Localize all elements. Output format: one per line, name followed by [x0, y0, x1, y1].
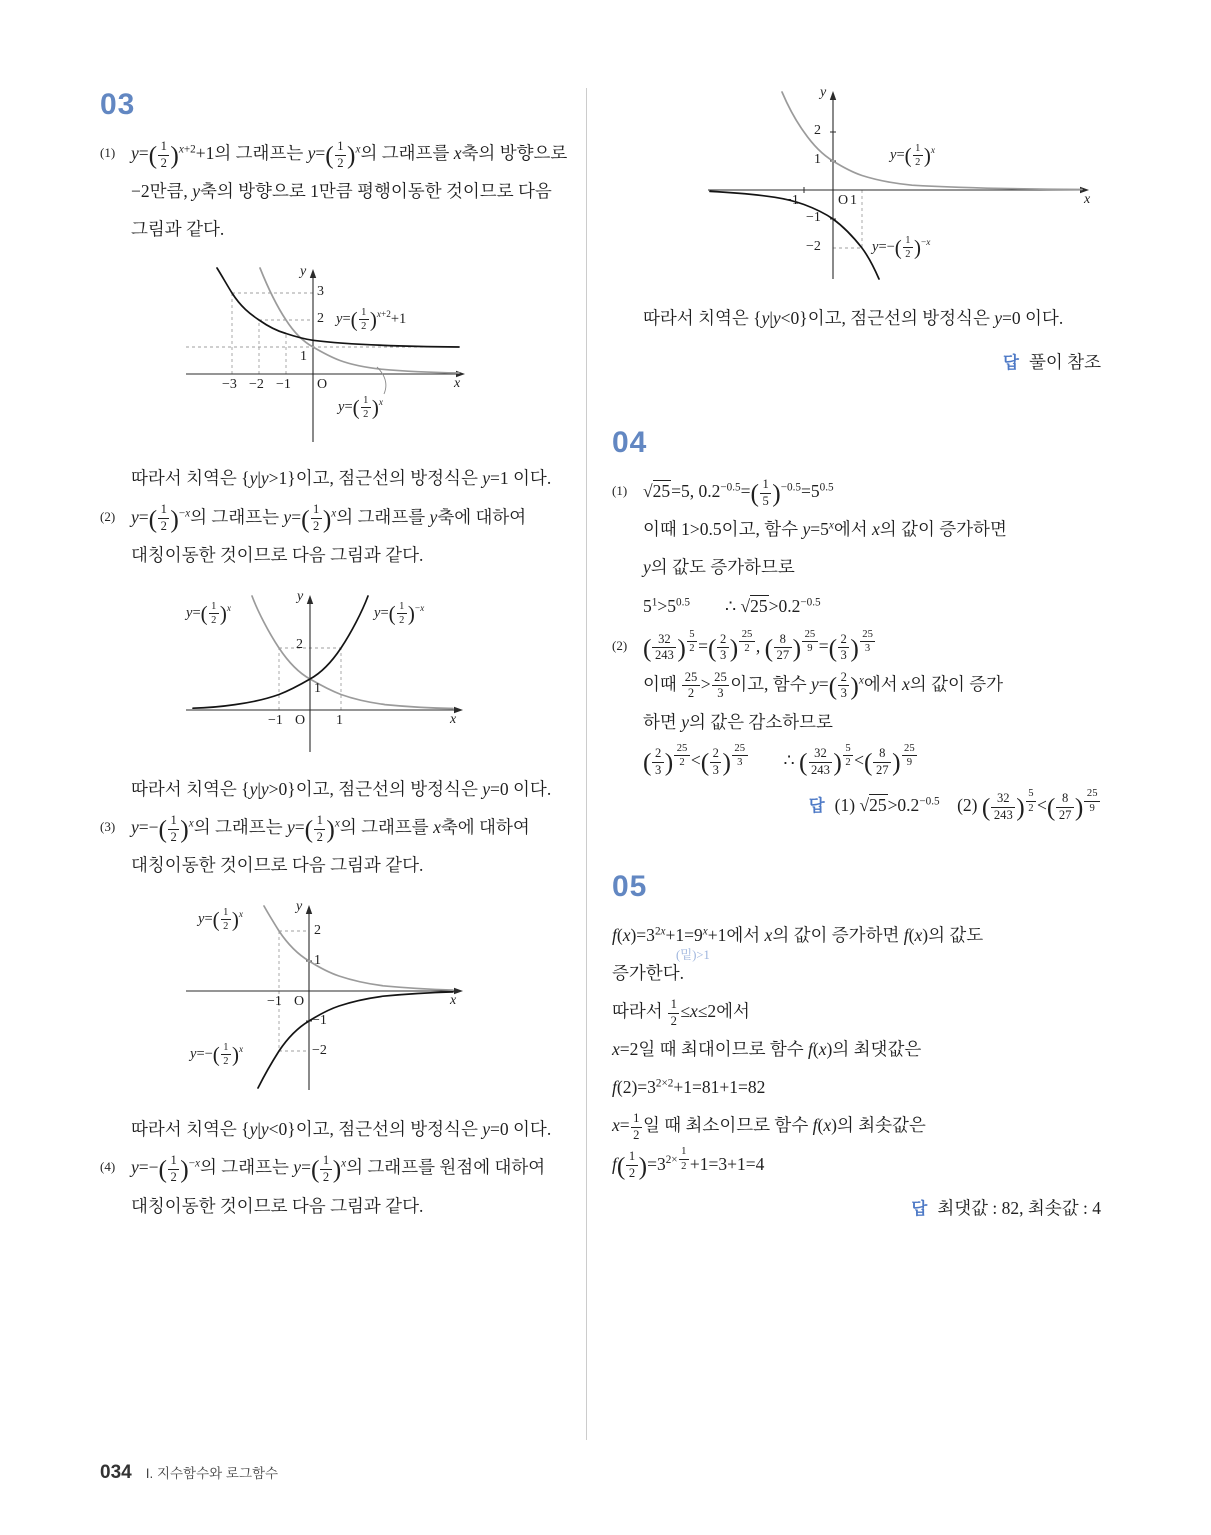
graph-03-1	[178, 262, 468, 447]
right-column	[612, 84, 1105, 1226]
04-1-line-2: 이때 1>0.5이고, 함수 $y=5^x$에서 x의 값이 증가하면	[643, 519, 1007, 540]
05-line-3: 따라서 $\frac{1}{2}$ ≤x≤2에서	[612, 996, 750, 1028]
graph-03-2	[178, 588, 468, 758]
graph-03-3	[178, 898, 468, 1098]
05-line-1: $f(x)=3^{2x}+1=9^x+1$에서 x의 값이 증가하면 f(x)의 값도	[612, 924, 984, 945]
05-annotation-base-gt-1: (밑)>1	[676, 947, 710, 962]
solution-04-item-1	[612, 472, 1105, 625]
g1-y-axis-label: y	[300, 264, 307, 280]
solution-03-item-3	[100, 808, 568, 884]
g2-label-left: y=( $\frac{1}{2}$ )$^x$	[186, 600, 231, 626]
g2-y-axis-label: y	[297, 588, 304, 604]
g1-xtick-m1: −1	[276, 377, 291, 393]
g1-xtick-m3: −3	[222, 377, 237, 393]
g3-ytick-m1: −1	[312, 1013, 327, 1029]
g4-origin: O	[838, 193, 849, 208]
item-4-text: y=−( $\frac{1}{2}$ )$^{-x}$의 그래프는 y=( $\frac{1}{2}$ )$^x$의 그래프를 원점에 대하여 대칭이동한 것이므로 다음 그림과 같다.	[131, 1153, 546, 1216]
g1-xtick-m2: −2	[249, 377, 264, 393]
g3-label-top: y=( $\frac{1}{2}$ )$^x$	[198, 907, 243, 933]
conclusion-03-3: 따라서 치역은 {y|y<0}이고, 점근선의 방정식은 y=0 이다.	[131, 1119, 552, 1140]
05-line-2: 증가한다.	[612, 962, 684, 983]
solution-05	[612, 916, 1105, 1226]
curve-half-x	[782, 92, 1082, 190]
conclusion-03-2: 따라서 치역은 {y|y>0}이고, 점근선의 방정식은 y=0 이다.	[131, 778, 552, 799]
g4-xtick-m1: −1	[784, 193, 799, 208]
g2-x-axis-label: x	[450, 711, 457, 727]
item-number-3: (3)	[100, 818, 116, 834]
solution-03-item-2	[100, 498, 568, 574]
item-number-04-1: (1)	[612, 483, 628, 499]
answer-05-value: 최댓값 : 82, 최솟값 : 4	[937, 1197, 1101, 1218]
problem-05-heading: 05	[612, 869, 648, 903]
g2-label-right: y=( $\frac{1}{2}$ )$^{-x}$	[374, 600, 425, 626]
g2-origin: O	[295, 712, 306, 728]
item-number-2: (2)	[100, 508, 116, 524]
g1-ytick-3: 3	[317, 284, 324, 300]
item-number-1: (1)	[100, 145, 116, 160]
04-2-line-4: ( $\frac{2}{3}$ ) $^{\frac{25}{2}}$ <( $\frac{2}{3}$ ) $^{\frac{25}{3}}$ ∴ ( $\frac{32}{243}$ ) $^{\frac{5}{2}}$ <( $\frac{8}{27}$ ) $^{\frac{25}{9}}$	[643, 741, 1105, 779]
04-2-line-1: ( $\frac{32}{243}$ ) $^{\frac{5}{2}}$ =( $\frac{2}{3}$ ) $^{\frac{25}{2}}$ , ( $\frac{8}{27}$ ) $^{\frac{25}{9}}$ =( $\frac{2}{3}$ ) $^{\frac{25}{3}}$	[643, 627, 1105, 665]
column-divider	[586, 88, 587, 1440]
solution-04-item-2	[612, 627, 1105, 780]
g4-ytick-m1: −1	[806, 210, 821, 225]
g1-label-main: y=( $\frac{1}{2}$ )$^{x+2}$+1	[336, 307, 407, 333]
answer-05	[612, 1191, 1101, 1226]
g4-label-bottom: y=−( $\frac{1}{2}$ )$^{-x}$	[872, 235, 931, 261]
g3-y-axis-label: y	[296, 899, 303, 915]
g3-ytick-m2: −2	[312, 1043, 327, 1059]
04-1-line-4: $5^1>5^{0.5}$ ∴ $√25>0.2^{-0.5}$	[643, 595, 821, 616]
g4-label-right: y=( $\frac{1}{2}$ )$^x$	[890, 143, 935, 169]
05-line-7: f( $\frac{1}{2}$ )$=3^{2\times \frac{1}{2}}$ +1=3+1=4	[612, 1146, 765, 1181]
g3-label-bottom: y=−( $\frac{1}{2}$ )$^x$	[190, 1042, 244, 1068]
g1-x-axis-label: x	[454, 376, 461, 392]
item-2-text: y=( $\frac{1}{2}$ )$^{-x}$의 그래프는 y=( $\frac{1}{2}$ )$^x$의 그래프를 y축에 대하여 대칭이동한 것이므로 다음 그림과 같다.	[131, 502, 527, 565]
chapter-title: I. 지수함수와 로그함수	[145, 1466, 279, 1481]
g2-ytick-2: 2	[296, 636, 303, 652]
page-number: 034	[100, 1462, 132, 1483]
g3-ytick-1: 1	[314, 953, 321, 969]
graph-03-4	[700, 84, 1100, 289]
item-3-text: y=−( $\frac{1}{2}$ )$^x$의 그래프는 y=( $\frac{1}{2}$ )$^x$의 그래프를 x축에 대하여 대칭이동한 것이므로 다음 그림과 같다.	[131, 812, 530, 876]
05-line-6: x= $\frac{1}{2}$ 일 때 최소이므로 함수 f(x)의 최솟값은	[612, 1111, 926, 1142]
g4-ytick-1: 1	[814, 152, 821, 167]
g2-ytick-1: 1	[314, 680, 321, 696]
answer-label: 답	[1003, 354, 1019, 373]
g3-xtick-m1: −1	[267, 994, 282, 1010]
item-1-text: y=( $\frac{1}{2}$ )$^{x+2}$+1의 그래프는 y=( $\frac{1}{2}$ )$^x$의 그래프를 x축의 방향으로 −2만큼, y축의 방향으로 1만큼 평행이동한 것이므로 다음 그림과 같다.	[131, 138, 568, 240]
answer-03	[612, 345, 1101, 380]
curve-neg-half-x	[258, 992, 453, 1088]
problem-04-heading: 04	[612, 426, 648, 460]
answer-03-value: 풀이 참조	[1029, 352, 1101, 373]
04-1-line-1: √25=5, $0.2^{-0.5}=$( $\frac{1}{5}$ )$^{-0.5}=5^{0.5}$	[643, 476, 834, 508]
05-line-4: x=2일 때 최대이므로 함수 f(x)의 최댓값은	[612, 1039, 922, 1060]
problem-03-heading: 03	[100, 88, 136, 121]
05-line-5: $f(2)=3^{2\times 2}+1=81+1=82$	[612, 1077, 766, 1098]
g1-origin: O	[317, 377, 328, 393]
answer-04	[612, 787, 1101, 823]
page-footer	[100, 1462, 278, 1484]
g1-ytick-2: 2	[317, 311, 324, 327]
curve-half-x	[264, 906, 453, 990]
g3-ytick-2: 2	[314, 923, 321, 939]
04-1-line-3: y의 값도 증가하므로	[643, 557, 795, 578]
solution-03-item-1	[100, 134, 568, 248]
answer-label: 답	[911, 1199, 928, 1218]
g2-xtick-m1: −1	[268, 712, 283, 728]
label-connector	[377, 367, 386, 394]
left-column	[100, 88, 568, 1227]
g4-xtick-1: 1	[850, 193, 857, 208]
answer-label: 답	[808, 797, 825, 816]
conclusion-03-1: 따라서 치역은 {y|y>1}이고, 점근선의 방정식은 y=1 이다.	[131, 468, 552, 489]
g1-label-base: y=( $\frac{1}{2}$ )$^x$	[338, 395, 383, 421]
g4-y-axis-label: y	[820, 85, 827, 100]
g1-ytick-1: 1	[300, 349, 307, 365]
item-number-4: (4)	[100, 1159, 116, 1175]
g3-x-axis-label: x	[450, 993, 457, 1009]
conclusion-03-4: 따라서 치역은 {y|y<0}이고, 점근선의 방정식은 y=0 이다.	[643, 308, 1064, 328]
g3-origin: O	[294, 994, 305, 1010]
solution-03-item-4	[100, 1148, 568, 1224]
04-2-line-2: 이때 $\frac{25}{2}$ > $\frac{25}{3}$ 이고, 함수 y=( $\frac{2}{3}$ )$^x$에서 x의 값이 증가	[643, 669, 1004, 701]
g2-xtick-1: 1	[336, 712, 343, 728]
g4-ytick-2: 2	[814, 123, 821, 138]
item-number-04-2: (2)	[612, 637, 628, 653]
answer-04-value: (1) $√25>0.2^{-0.5}$ (2) ( $\frac{32}{243}$ ) $^{\frac{5}{2}}$ <( $\frac{8}{27}$ ) $^{\frac{25}{9}}$	[835, 795, 1101, 815]
04-2-line-3: 하면 y의 값은 감소하므로	[643, 711, 833, 732]
g4-x-axis-label: x	[1084, 192, 1091, 207]
g4-ytick-m2: −2	[806, 239, 821, 254]
